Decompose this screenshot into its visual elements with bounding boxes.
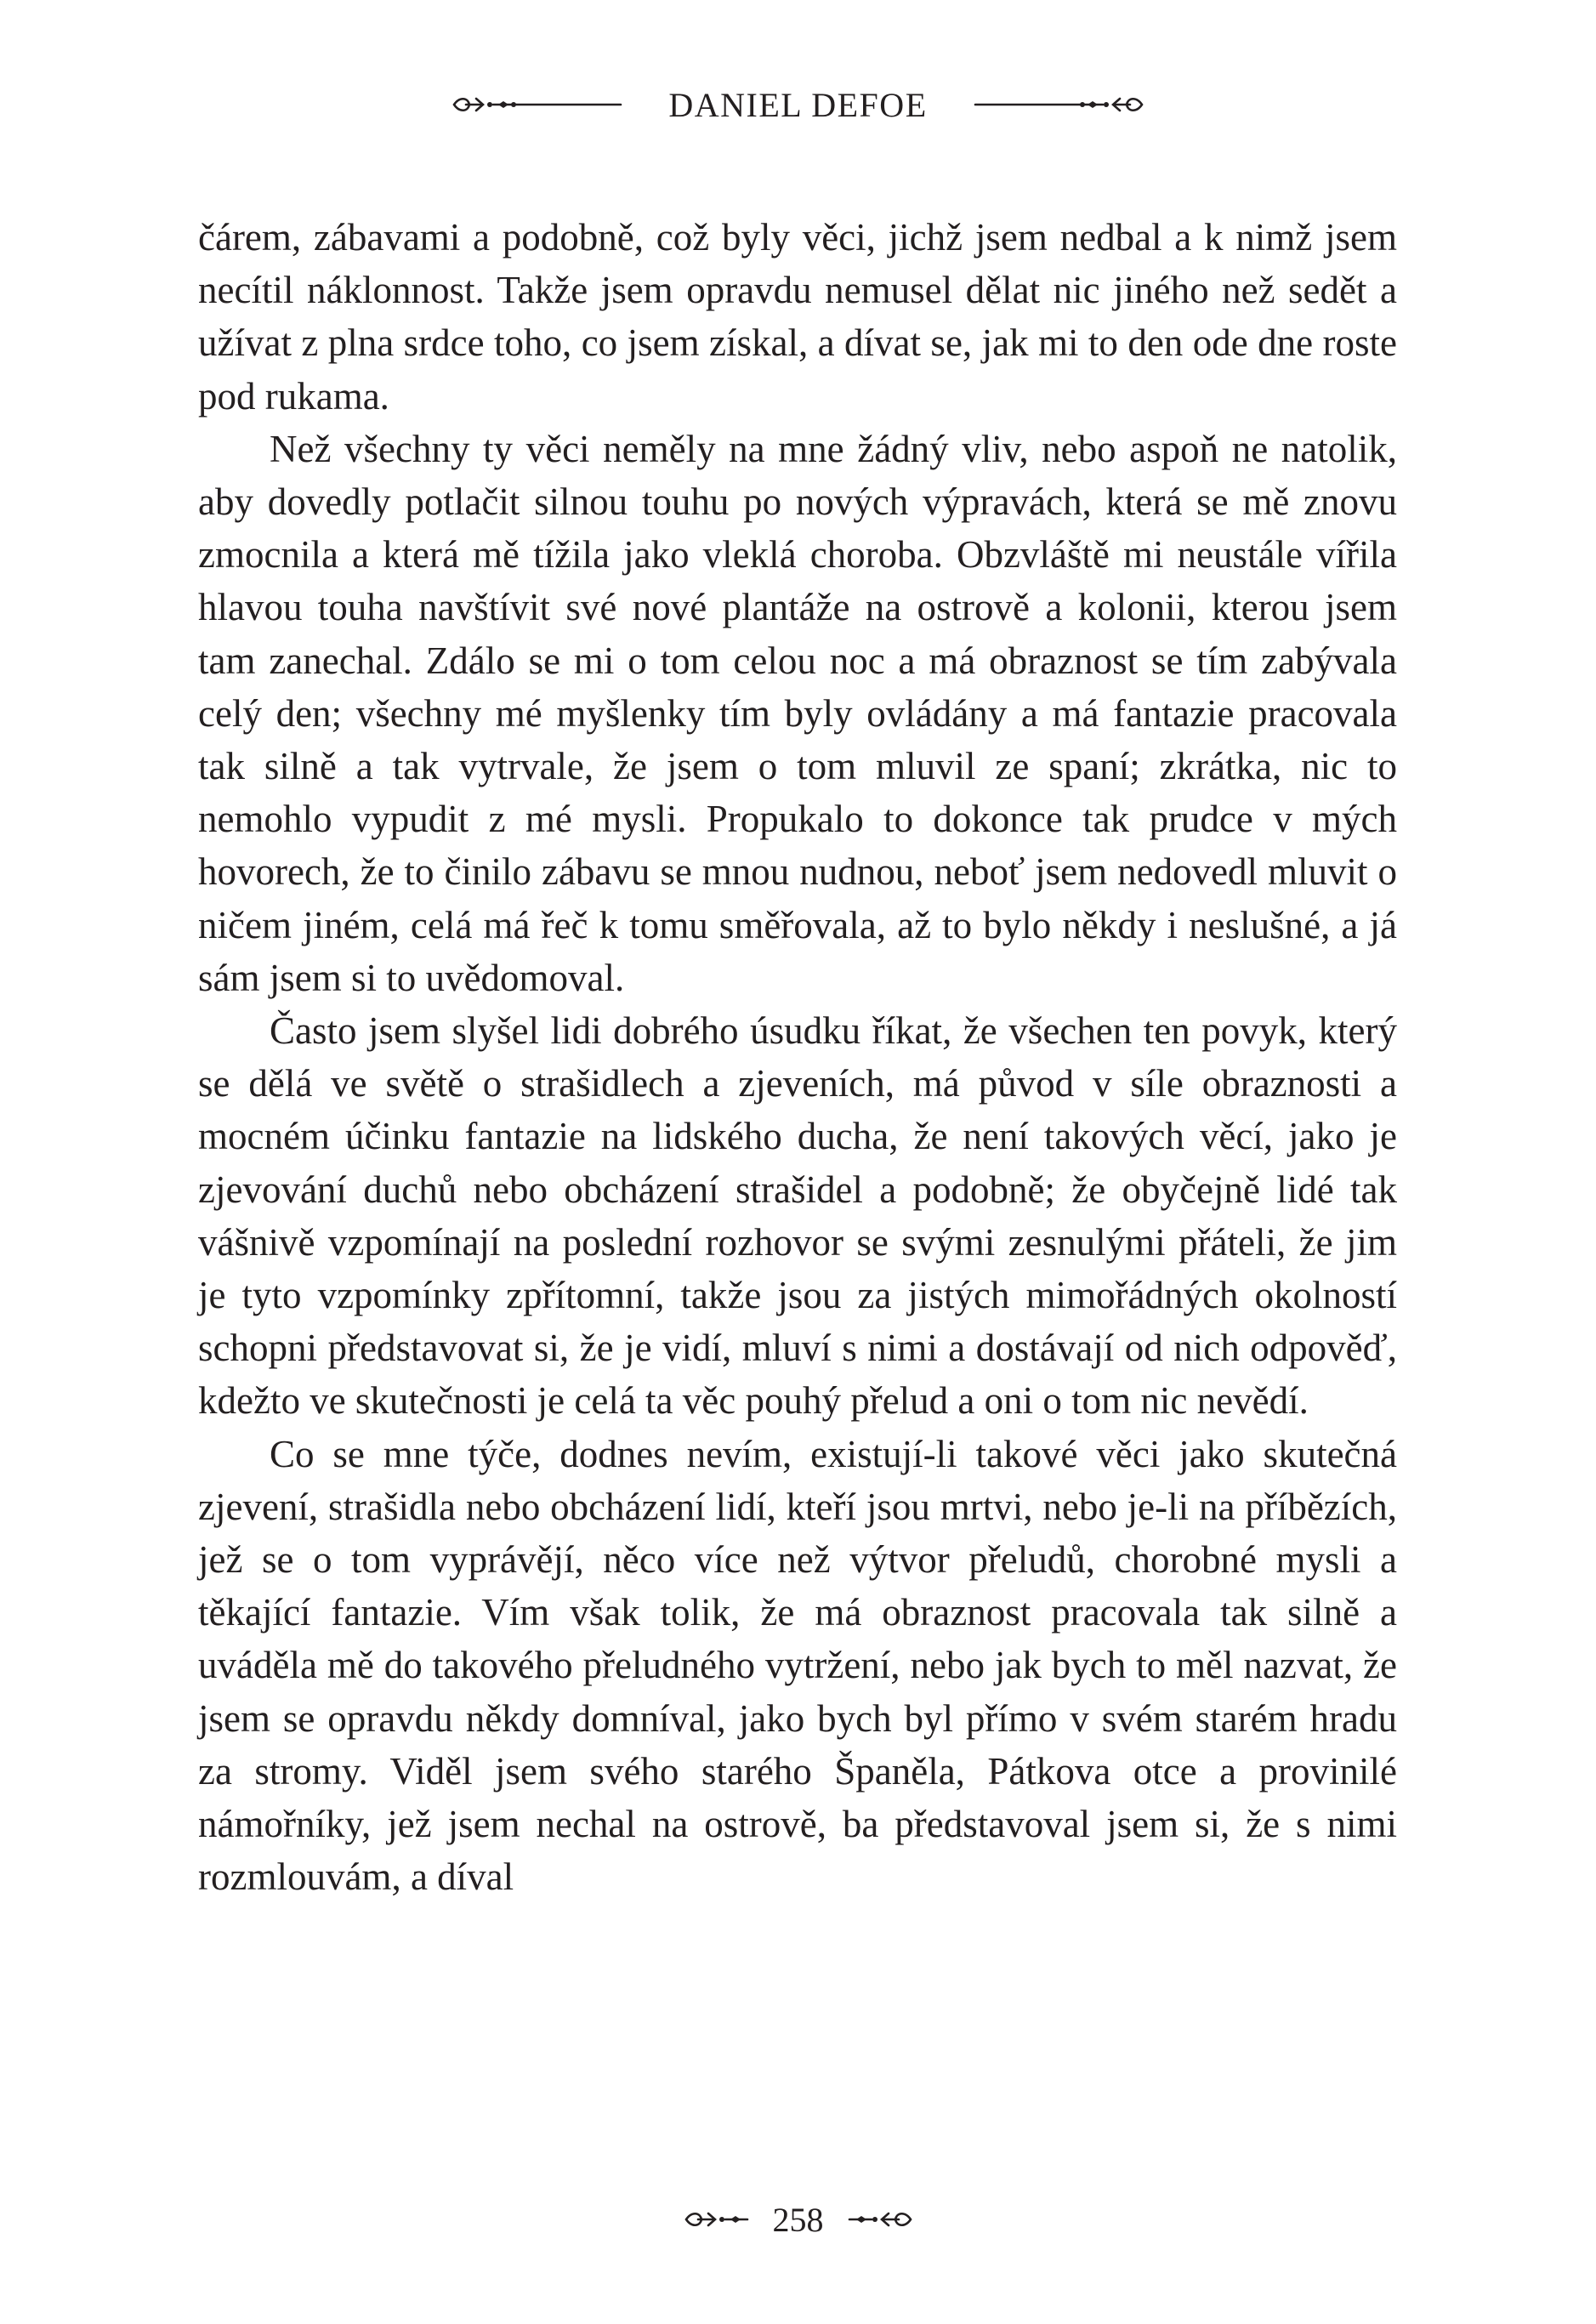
paragraph: Co se mne týče, dodnes nevím, existují-li takové věci jako skutečná zjevení, strašidla nebo obcházení lidí, kteří jsou mrtvi, nebo je-li na příbězích, jež se o tom vyprávějí, něco více než výtvor přeludů, chorobné mysli a těkající fantazie. Vím však tolik, že má obraznost pracovala tak silně a uváděla mě do takového přeludného vytržení, nebo jak bych to měl nazvat, že jsem se opravdu někdy domníval, jako bych byl přímo v svém starém hradu za stromy. Viděl jsem svého starého Španěla, Pátkova otce a provinilé námořníky, jež jsem nechal na ostrově, ba představoval jsem si, že s nimi rozmlouvám, a díval: [198, 1432, 1397, 1899]
running-head: [0, 75, 1596, 134]
paragraph-continued: čárem, zábavami a podobně, což byly věci, jichž jsem nedbal a k nimž jsem necítil náklonnost. Takže jsem opravdu nemusel dělat nic jiného než sedět a užívat z plna srdce toho, co jsem získal, a dívat se, jak mi to den ode dne roste pod rukama.: [198, 216, 1397, 418]
paragraph: Často jsem slyšel lidi dobrého úsudku říkat, že všechen ten povyk, který se dělá ve světě o strašidlech a zjeveních, má původ v síle obraznosti a mocném účinku fantazie na lidského ducha, že není takových věcí, jako je zjevování duchů nebo obcházení strašidel a podobně; že obyčejně lidé tak vášnivě vzpomínají na poslední rozhovor se svými zesnulými přáteli, že jim je tyto vzpomínky zpřítomní, takže jsou za jistých mimořádných okolností schopni představovat si, že je vidí, mluví s nimi a dostávají od nich odpověď, kdežto ve skutečnosti je celá ta věc pouhý přelud a oni o tom nic nevědí.: [198, 1009, 1397, 1423]
folio-right-flourish-icon: [846, 2207, 914, 2232]
page-footer: [0, 2194, 1596, 2245]
running-head-title: DANIEL DEFOE: [668, 85, 928, 124]
right-flourish-icon: [950, 92, 1145, 117]
page-number: 258: [772, 2200, 824, 2239]
body-text: [198, 211, 1397, 1904]
folio-left-flourish-icon: [683, 2207, 751, 2232]
left-flourish-icon: [451, 92, 646, 117]
paragraph: Než všechny ty věci neměly na mne žádný vliv, nebo aspoň ne natolik, aby dovedly potlačit silnou touhu po nových výpravách, která se mě znovu zmocnila a která mě tížila jako vleklá choroba. Obzvláště mi neustále vířila hlavou touha navštívit své nové plantáže na ostrově a kolonii, kterou jsem tam zanechal. Zdálo se mi o tom celou noc a má obraznost se tím zabývala celý den; všechny mé myšlenky tím byly ovládány a má fantazie pracovala tak silně a tak vytrvale, že jsem o tom mluvil ze spaní; zkrátka, nic to nemohlo vypudit z mé mysli. Propukalo to dokonce tak prudce v mých hovorech, že to činilo zábavu se mnou nudnou, neboť jsem nedovedl mluvit o ničem jiném, celá má řeč k tomu směřovala, až to bylo někdy i neslušné, a já sám jsem si to uvědomoval.: [198, 427, 1397, 999]
